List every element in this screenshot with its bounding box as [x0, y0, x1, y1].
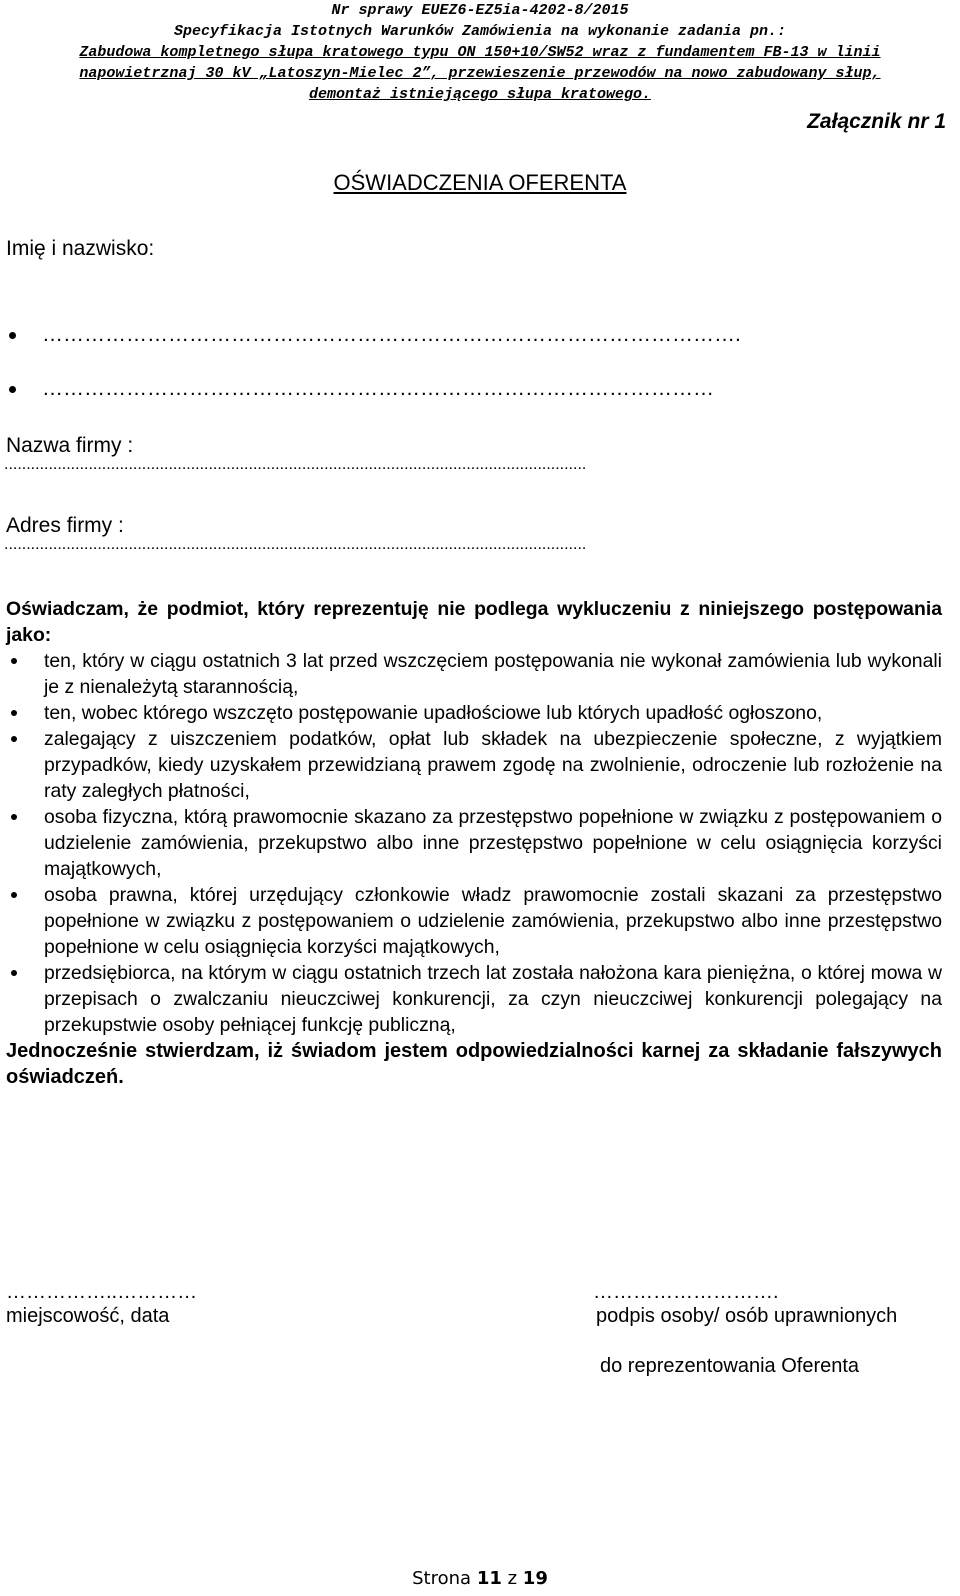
list-item: zalegający z uiszczeniem podatków, opłat lub składek na ubezpieczenie społeczne, z wyjątkiem przypadków, kiedy uzyskałem przewidzianą prawem zgodę na zwolnienie, odroczenie lub rozłożenie na raty zaległych płatności,: [6, 726, 942, 804]
list-item: ten, wobec którego wszczęto postępowanie upadłościowe lub których upadłość ogłoszono,: [6, 700, 942, 726]
name-field-line-1[interactable]: ……………………………………………………………………………………….: [42, 323, 741, 346]
bullet-dot: [11, 736, 17, 742]
place-date-line[interactable]: ……………..…………: [6, 1281, 198, 1303]
attachment-label: Załącznik nr 1: [807, 110, 946, 133]
bullet-dot: [9, 386, 16, 393]
bullet-dot: [11, 814, 17, 820]
task-line-1: Zabudowa kompletnego słupa kratowego typu ON 150+10/SW52 wraz z fundamentem FB-13 w linii: [79, 44, 881, 61]
place-date-label: miejscowość, data: [6, 1305, 170, 1327]
spec-title: Specyfikacja Istotnych Warunków Zamówienia na wykonanie zadania pn.:: [173, 23, 787, 40]
company-field[interactable]: ...................................................................................................................................: [4, 456, 587, 473]
bullet-dot: [11, 658, 17, 664]
list-item: osoba fizyczna, którą prawomocnie skazano za przestępstwo popełnione w związku z postępowaniem o udzielenie zamówienia, przekupstwo albo inne przestępstwo popełnione w celu osiągnięcia korzyści majątkowych,: [6, 804, 942, 882]
address-field[interactable]: ...................................................................................................................................: [4, 536, 587, 553]
bullet-dot: [11, 892, 17, 898]
page-number: Strona 11 z 19: [412, 1568, 548, 1589]
bullet-dot: [11, 710, 17, 716]
statement-intro: Oświadczam, że podmiot, który reprezentuję nie podlega wykluczeniu z niniejszego postępowania jako:: [6, 598, 942, 646]
signature-line[interactable]: ……………………….: [593, 1281, 779, 1303]
bullet-dot: [9, 332, 16, 339]
task-line-3: demontaż istniejącego słupa kratowego.: [308, 86, 652, 103]
list-item: przedsiębiorca, na którym w ciągu ostatnich trzech lat została nałożona kara pieniężna, o której mowa w przepisach o zwalczaniu nieuczciwej konkurencji, za czyn nieuczciwej konkurencji polegający na przekupstwie osoby pełniącej funkcję publiczną,: [6, 960, 942, 1038]
address-label: Adres firmy :: [6, 514, 124, 537]
name-label: Imię i nazwisko:: [6, 237, 155, 260]
exclusion-list: [6, 648, 942, 1038]
task-line-2: napowietrznaj 30 kV „Latoszyn-Mielec 2”, przewieszenie przewodów na nowo zabudowany słup,: [79, 65, 881, 82]
name-field-line-2[interactable]: ……………………………………………………………………………………: [42, 377, 714, 400]
bullet-dot: [11, 970, 17, 976]
list-item: osoba prawna, której urzędujący członkowie władz prawomocnie zostali skazani za przestępstwo popełnione w związku z postępowaniem o udzielenie zamówienia, przekupstwo albo inne przestępstwo popełnione w celu osiągnięcia korzyści majątkowych,: [6, 882, 942, 960]
statement-section: [6, 596, 942, 1090]
case-number: Nr sprawy EUEZ6-EZ5ia-4202-8/2015: [331, 2, 629, 19]
signature-label-2: do reprezentowania Oferenta: [600, 1355, 860, 1377]
list-item: ten, który w ciągu ostatnich 3 lat przed wszczęciem postępowania nie wykonał zamówienia lub wykonali je z nienależytą starannością,: [6, 648, 942, 700]
statement-conclusion: Jednocześnie stwierdzam, iż świadom jestem odpowiedzialności karnej za składanie fałszywych oświadczeń.: [6, 1040, 942, 1088]
page-title: OŚWIADCZENIA OFERENTA: [333, 170, 627, 195]
signature-label-1: podpis osoby/ osób uprawnionych: [596, 1305, 898, 1327]
company-label: Nazwa firmy :: [6, 434, 134, 457]
